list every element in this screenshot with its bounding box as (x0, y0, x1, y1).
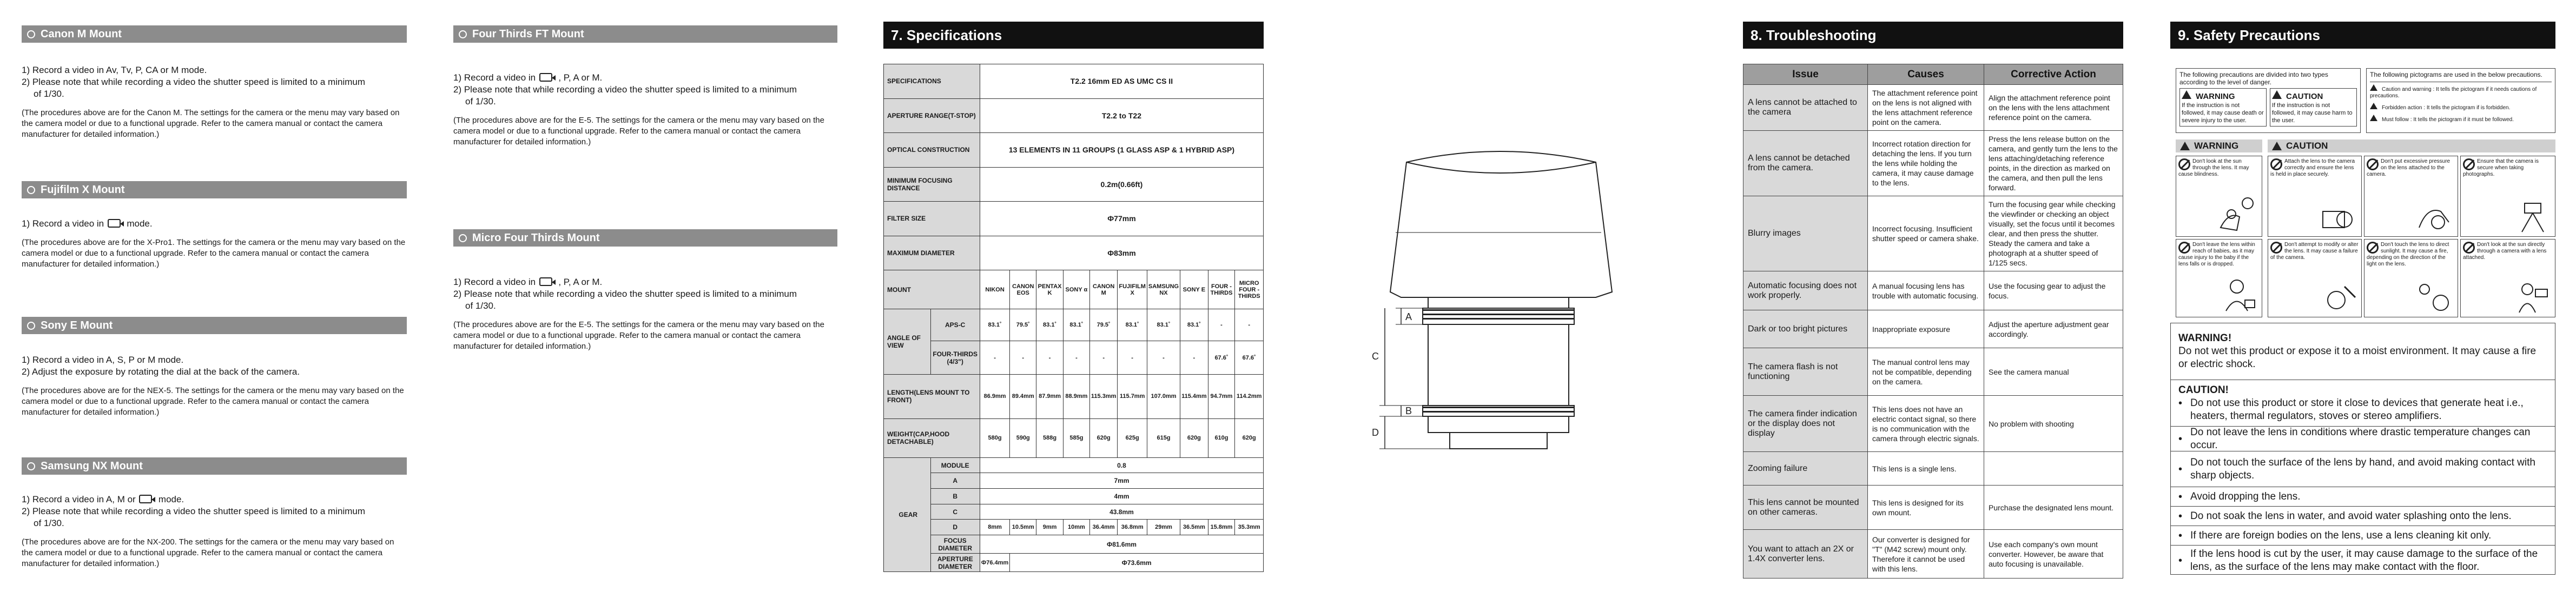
cause-cell: A manual focusing lens has trouble with automatic focusing. (1868, 271, 1984, 310)
mount-title: Four Thirds FT Mount (472, 28, 584, 40)
canon-m-mount-body (22, 64, 407, 140)
gear-row (884, 504, 1264, 520)
picto-def: Must follow : It tells the pictogram if it must be followed. (2370, 115, 2552, 123)
angle-ft-row (884, 341, 1264, 375)
spec-cell: 83.1˚ (1180, 309, 1208, 341)
spec-cell: 620g (1089, 418, 1117, 457)
spec-cell: - (980, 341, 1009, 375)
forbidden-icon (2370, 103, 2377, 109)
list-item: • Do not leave the lens in conditions where drastic temperature changes can occur. (2171, 426, 2555, 451)
mount-header-row (884, 270, 1264, 309)
list-title: WARNING! (2178, 333, 2232, 344)
spec-cell: - (1235, 309, 1264, 341)
canon-m-mount-header (22, 25, 407, 43)
caution-definition: CAUTION If the instruction is not followed, it may cause harm to the user. (2270, 88, 2357, 127)
spec-label: GEAR (884, 457, 931, 571)
table-row (1743, 452, 2123, 486)
spec-row (884, 167, 1264, 202)
person-camera-illustration (2514, 281, 2552, 314)
caution-item: Ensure that the camera is secure when taking photographs. (2460, 156, 2555, 237)
caution-title: CAUTION (2272, 90, 2355, 101)
table-row (1743, 310, 2123, 348)
table-row (1743, 396, 2123, 452)
issue-cell: A lens cannot be attached to the camera (1743, 85, 1868, 131)
spec-value: T2.2 to T22 (980, 98, 1263, 133)
spec-cell: 83.1˚ (1118, 309, 1147, 341)
spec-cell: 36.5mm (1180, 520, 1208, 535)
step: 2) Please note that while recording a video the shutter speed is limited to a minimum (453, 289, 797, 299)
spec-cell: 115.4mm (1180, 374, 1208, 418)
fix-cell: Use the focusing gear to adjust the focus. (1984, 271, 2123, 310)
spec-value: 7mm (980, 473, 1263, 489)
sony-e-mount-body (22, 354, 407, 418)
caution-item: Don't look at the sun directly through a camera with a lens attached. (2460, 239, 2555, 317)
table-row (1743, 131, 2123, 196)
fix-cell: No problem with shooting (1984, 396, 2123, 452)
warning-title: WARNING (2182, 90, 2264, 101)
column-header: Corrective Action (1984, 64, 2123, 85)
spec-cell: 89.4mm (1010, 374, 1036, 418)
spec-cell: 79.5˚ (1010, 309, 1036, 341)
spec-cell: 36.8mm (1118, 520, 1147, 535)
must-follow-icon (2370, 115, 2377, 121)
spec-label: OPTICAL CONSTRUCTION (884, 133, 980, 168)
spec-cell: 35.3mm (1235, 520, 1264, 535)
spec-cell: 107.0mm (1147, 374, 1180, 418)
spec-cell: 585g (1063, 418, 1089, 457)
caution-bar: CAUTION (2268, 139, 2555, 152)
procedure-note: (The procedures above are for the X-Pro1. The settings for the camera or the menu may vary based on the camera model or due to a functional upgrade. Refer to the camera manual or contact the camera manufacturer for detailed information.) (22, 238, 406, 269)
spec-value: 4mm (980, 489, 1263, 504)
circle-icon (27, 462, 35, 470)
spec-value: Ф77mm (980, 202, 1263, 236)
circle-icon (459, 30, 467, 38)
lens-hood-rim (1406, 162, 1596, 173)
caution-item: Attach the lens to the camera correctly and ensure the lens is held in place securely. (2268, 156, 2362, 237)
spec-cell: - (1036, 341, 1064, 375)
issue-cell: The camera finder indication or the display does not display (1743, 396, 1868, 452)
warning-triangle-icon (2182, 90, 2191, 99)
procedure-note: (The procedures above are for the Canon M. The settings for the camera or the menu may vary based on the camera model or due to a functional upgrade. Refer to the camera manual or contact the camera manufacturer for detailed information.) (22, 108, 400, 139)
gear-d-row (884, 520, 1264, 535)
step: of 1/30. (465, 96, 496, 107)
must-follow-icon (2463, 158, 2475, 170)
procedure-note: (The procedures above are for the NX-200. The settings for the camera or the menu may vary based on the camera model or due to a functional upgrade. Refer to the camera manual or contact the camera manufacturer for detailed information.) (22, 537, 394, 568)
spec-cell: 115.3mm (1089, 374, 1117, 418)
list-item: • Do not use this product or store it close to devices that generate heat i.e., heaters, thermal regulators, stoves or stereo amplifiers. (2178, 397, 2524, 422)
fix-cell: Purchase the designated lens mount. (1984, 486, 2123, 530)
fujifilm-x-mount-header (22, 181, 407, 198)
mount-name: PENTAX K (1036, 270, 1064, 309)
cause-cell: Incorrect focusing. Insufficient shutter speed or camera shake. (1868, 196, 1984, 271)
forbidden-icon (2270, 242, 2282, 254)
spec-sublabel: FOCUS DIAMETER (930, 535, 980, 554)
cause-cell: This lens is a single lens. (1868, 452, 1984, 486)
cause-cell: Incorrect rotation direction for detaching the lens. If you turn the lens while holding the camera, it may cause damage to the lens. (1868, 131, 1984, 196)
spec-sublabel: D (930, 520, 980, 535)
issue-cell: A lens cannot be detached from the camera. (1743, 131, 1868, 196)
pictogram-legend-box (2366, 68, 2555, 133)
step: 1) Record a video in , P, A or M. (453, 72, 603, 83)
circle-icon (459, 234, 467, 242)
tripod-illustration (2514, 201, 2552, 233)
procedure-note: (The procedures above are for the E-5. The settings for the camera or the menu may vary based on the camera model or due to a functional upgrade. Refer to the camera manual or contact the camera manufacturer for detailed information.) (453, 320, 824, 351)
warning-block (2171, 323, 2555, 380)
sun-lens-illustration (2215, 195, 2258, 233)
fix-cell: Use each company's own mount converter. However, be aware that auto focusing is unavailable. (1984, 530, 2123, 579)
caution-triangle-icon (2272, 142, 2282, 150)
list-item: • Avoid dropping the lens. (2171, 487, 2555, 506)
mount-title: Canon M Mount (41, 28, 122, 40)
spec-cell: 615g (1147, 418, 1180, 457)
fix-cell: Adjust the aperture adjustment gear accordingly. (1984, 310, 2123, 348)
fix-cell: Align the attachment reference point on the lens with the lens attachment reference point on the camera. (1984, 85, 2123, 131)
spec-label: WEIGHT(CAP,HOOD DETACHABLE) (884, 418, 980, 457)
spec-cell: 9mm (1036, 520, 1064, 535)
mount-title: Micro Four Thirds Mount (472, 231, 600, 244)
spec-label: SPECIFICATIONS (884, 64, 980, 99)
movie-mode-icon (139, 495, 152, 503)
spec-sublabel: APS-C (930, 309, 980, 341)
spec-row (884, 236, 1264, 270)
spec-sublabel: B (930, 489, 980, 504)
issue-cell: Zooming failure (1743, 452, 1868, 486)
dim-label-b: B (1405, 405, 1412, 416)
spec-cell: 590g (1010, 418, 1036, 457)
mount-title: Fujifilm X Mount (41, 183, 125, 196)
table-row (1743, 530, 2123, 579)
spec-cell: 610g (1208, 418, 1235, 457)
baby-illustration (2215, 276, 2258, 314)
warning-bar: WARNING (2176, 139, 2262, 152)
focus-diameter-row (884, 535, 1264, 554)
caution-item: Don't touch the lens to direct sunlight. It may cause a fire, depending on the direction of the light on the lens. (2364, 239, 2458, 317)
precautions-list (2170, 323, 2555, 575)
cause-cell: Our converter is designed for "T" (M42 screw) mount only. Therefore it cannot be used with this lens. (1868, 530, 1984, 579)
spec-row (884, 133, 1264, 168)
weight-row (884, 418, 1264, 457)
step: 1) Record a video in Av, Tv, P, CA or M mode. (22, 65, 207, 75)
micro-four-thirds-mount-header (453, 229, 837, 247)
mount-name: FUJIFILM X (1118, 270, 1147, 309)
spec-cell: 115.7mm (1118, 374, 1147, 418)
fix-cell: Turn the focusing gear while checking the viewfinder or checking an object visually, set the focus until it becomes clear, and then press the shutter. Steady the camera and take a photograph at a shutter speed of 1/125 secs. (1984, 196, 2123, 271)
caution-triangle-icon (2272, 90, 2282, 99)
spec-cell: 88.9mm (1063, 374, 1089, 418)
forbidden-icon (2463, 242, 2475, 254)
aperture-diameter-row (884, 554, 1264, 572)
forbidden-icon (2367, 158, 2379, 170)
cause-cell: The attachment reference point on the lens is not aligned with the lens attachment reference point on the camera. (1868, 85, 1984, 131)
caution-item: Don't attempt to modify or alter the lens. It may cause a failure of the camera. (2268, 239, 2362, 317)
spec-row (884, 202, 1264, 236)
spec-sublabel: C (930, 504, 980, 520)
caution-block (2171, 380, 2555, 426)
mount-title: Sony E Mount (41, 319, 113, 331)
lens-drawing (1342, 135, 1666, 503)
list-item: • Do not soak the lens in water, and avoid water splashing onto the lens. (2171, 506, 2555, 526)
gear-row (884, 473, 1264, 489)
spec-cell: - (1089, 341, 1117, 375)
step: 1) Record a video in A, M or mode. (22, 494, 184, 504)
spec-cell: 83.1˚ (980, 309, 1009, 341)
spec-label: FILTER SIZE (884, 202, 980, 236)
spec-label: LENGTH(LENS MOUNT TO FRONT) (884, 374, 980, 418)
troubleshooting-header: 8. Troubleshooting (1743, 22, 2123, 49)
spec-cell: 15.8mm (1208, 520, 1235, 535)
spec-cell: 83.1˚ (1147, 309, 1180, 341)
cause-cell: Inappropriate exposure (1868, 310, 1984, 348)
spec-cell: - (1180, 341, 1208, 375)
spec-cell: - (1147, 341, 1180, 375)
dim-label-c: C (1372, 351, 1379, 362)
spec-cell: 625g (1118, 418, 1147, 457)
mount-column-mid (453, 0, 837, 605)
column-header: Issue (1743, 64, 1868, 85)
spec-label: MOUNT (884, 270, 980, 309)
safety-header: 9. Safety Precautions (2170, 22, 2555, 49)
spec-value: 0.8 (980, 457, 1263, 473)
spec-value: T2.2 16mm ED AS UMC CS II (980, 64, 1263, 99)
spec-value: 0.2m(0.66ft) (980, 167, 1263, 202)
spec-sublabel: A (930, 473, 980, 489)
gear-row (884, 489, 1264, 504)
caution-triangle-icon (2370, 84, 2377, 91)
spec-sublabel: MODULE (930, 457, 980, 473)
table-row (1743, 271, 2123, 310)
warning-item-sun: Don't look at the sun through the lens. It may cause blindness. (2176, 156, 2262, 237)
spec-cell: 94.7mm (1208, 374, 1235, 418)
spec-cell: - (1118, 341, 1147, 375)
step: 1) Record a video in A, S, P or M mode. (22, 355, 184, 365)
mount-name: CANON M (1089, 270, 1117, 309)
spec-cell: 86.9mm (980, 374, 1009, 418)
mount-name: FOUR -THIRDS (1208, 270, 1235, 309)
step: 2) Please note that while recording a video the shutter speed is limited to a minimum (22, 506, 365, 516)
spec-cell: 620g (1180, 418, 1208, 457)
spec-label: ANGLE OF VIEW (884, 309, 931, 375)
must-follow-icon (2270, 158, 2282, 170)
mount-title: Samsung NX Mount (41, 460, 143, 472)
spec-cell: - (1010, 341, 1036, 375)
samsung-nx-mount-header (22, 457, 407, 475)
intro-text: The following precautions are divided into two types according to the level of danger. (2179, 71, 2328, 86)
step: 2) Please note that while recording a video the shutter speed is limited to a minimum (22, 77, 365, 87)
caution-item: Don't put excessive pressure on the lens attached to the camera. (2364, 156, 2458, 237)
procedure-note: (The procedures above are for the E-5. The settings for the camera or the menu may vary based on the camera model or due to a functional upgrade. Refer to the camera manual or contact the camera manufacturer for detailed information.) (453, 116, 824, 147)
table-row (1743, 348, 2123, 396)
column-header: Causes (1868, 64, 1984, 85)
length-row (884, 374, 1264, 418)
troubleshooting-table (1743, 64, 2123, 579)
four-thirds-mount-body (453, 72, 837, 148)
procedure-note: (The procedures above are for the NEX-5. The settings for the camera or the menu may vary based on the camera model or due to a functional upgrade. Refer to the camera manual or contact the camera manufacturer for detailed information.) (22, 386, 404, 417)
sunlight-illustration (2416, 281, 2454, 314)
step: 2) Adjust the exposure by rotating the dial at the back of the camera. (22, 367, 300, 377)
mount-name: SONY E (1180, 270, 1208, 309)
spec-cell: 588g (1036, 418, 1064, 457)
issue-cell: Blurry images (1743, 196, 1868, 271)
circle-icon (27, 186, 35, 194)
table-row (1743, 486, 2123, 530)
issue-cell: Automatic focusing does not work properly. (1743, 271, 1868, 310)
spec-cell: 620g (1235, 418, 1264, 457)
spec-cell: 580g (980, 418, 1009, 457)
table-header-row (1743, 64, 2123, 85)
hand-lens-illustration (2416, 201, 2454, 233)
spec-cell: 67.6˚ (1208, 341, 1235, 375)
mount-name: SAMSUNG NX (1147, 270, 1180, 309)
lens-diagram (1342, 135, 1666, 503)
micro-four-thirds-mount-body (453, 276, 837, 352)
spec-value: Ф73.6mm (1010, 554, 1264, 572)
step: 1) Record a video in , P, A or M. (453, 277, 603, 287)
four-thirds-mount-header (453, 25, 837, 43)
movie-mode-icon (539, 277, 552, 286)
spec-value: Ф81.6mm (980, 535, 1263, 554)
spec-cell: 29mm (1147, 520, 1180, 535)
mount-name: NIKON (980, 270, 1009, 309)
picto-def: Caution and warning : It tells the pictogram if it needs cautions of precautions. (2370, 84, 2552, 99)
dim-label-d: D (1372, 427, 1379, 438)
movie-mode-icon (539, 73, 552, 82)
spec-row (884, 64, 1264, 99)
spec-label: MAXIMUM DIAMETER (884, 236, 980, 270)
movie-mode-icon (108, 219, 121, 228)
spec-cell: 83.1˚ (1036, 309, 1064, 341)
spec-cell: 10.5mm (1010, 520, 1036, 535)
spec-cell: 83.1˚ (1063, 309, 1089, 341)
warning-triangle-icon (2180, 142, 2190, 150)
step: of 1/30. (465, 301, 496, 311)
list-item: • If there are foreign bodies on the lens, use a lens cleaning kit only. (2171, 526, 2555, 545)
mount-name: SONY α (1063, 270, 1089, 309)
fix-cell: Press the lens release button on the camera, and gently turn the lens to the lens attaching/detaching reference points, in the direction as marked on the camera, and then pull the lens forward. (1984, 131, 2123, 196)
spec-label: MINIMUM FOCUSING DISTANCE (884, 167, 980, 202)
fujifilm-x-mount-body (22, 218, 407, 270)
list-text: Do not wet this product or expose it to a moist environment. It may cause a fire or electric shock. (2178, 345, 2537, 370)
table-row (1743, 196, 2123, 271)
circle-icon (27, 322, 35, 330)
spec-cell: - (1208, 309, 1235, 341)
angle-apsc-row (884, 309, 1264, 341)
dim-label-a: A (1405, 311, 1412, 322)
warning-item-babies: Don't leave the lens within reach of babies, as it may cause injury to the baby if the lens falls or is dropped. (2176, 239, 2262, 317)
forbidden-icon (2367, 242, 2379, 254)
spec-cell: 10mm (1063, 520, 1089, 535)
intro-text: The following pictograms are used in the below precautions. (2370, 71, 2542, 78)
danger-level-box (2176, 68, 2361, 133)
mount-name: MICRO FOUR -THIRDS (1235, 270, 1264, 309)
picto-def: Forbidden action : It tells the pictogram if is forbidden. (2370, 103, 2552, 111)
issue-cell: The camera flash is not functioning (1743, 348, 1868, 396)
samsung-nx-mount-body (22, 494, 407, 569)
issue-cell: You want to attach an 2X or 1.4X converter lens. (1743, 530, 1868, 579)
specifications-header: 7. Specifications (883, 22, 1264, 49)
step: of 1/30. (34, 89, 64, 99)
sony-e-mount-header (22, 317, 407, 334)
fix-cell (1984, 452, 2123, 486)
step: of 1/30. (34, 518, 64, 528)
list-title: CAUTION! (2178, 384, 2229, 396)
spec-cell: 67.6˚ (1235, 341, 1264, 375)
disassembly-illustration (2320, 281, 2358, 314)
list-item: • Do not touch the surface of the lens by hand, and avoid making contact with sharp objects. (2171, 451, 2555, 487)
spec-cell: 36.4mm (1089, 520, 1117, 535)
spec-cell: 114.2mm (1235, 374, 1264, 418)
spec-cell: 79.5˚ (1089, 309, 1117, 341)
warning-definition: WARNING If the instruction is not followed, it may cause death or severe injury to the user. (2179, 88, 2267, 127)
cause-cell: This lens is designed for its own mount. (1868, 486, 1984, 530)
fix-cell: See the camera manual (1984, 348, 2123, 396)
spec-row (884, 98, 1264, 133)
spec-value: 13 ELEMENTS IN 11 GROUPS (1 GLASS ASP & 1 HYBRID ASP) (980, 133, 1263, 168)
mount-name: CANON EOS (1010, 270, 1036, 309)
step: 2) Please note that while recording a video the shutter speed is limited to a minimum (453, 84, 797, 95)
spec-sublabel: APERTURE DIAMETER (930, 554, 980, 572)
specifications-table (883, 64, 1264, 572)
cause-cell: This lens does not have an electric contact signal, so there is no communication with the camera through electric signals. (1868, 396, 1984, 452)
issue-cell: This lens cannot be mounted on other cameras. (1743, 486, 1868, 530)
spec-cell: - (1063, 341, 1089, 375)
camera-lens-illustration (2320, 201, 2358, 233)
list-item: • If the lens hood is cut by the user, it may cause damage to the surface of the lens, as the surface of the lens may make contact with the floor. (2171, 545, 2555, 575)
spec-sublabel: FOUR-THIRDS (4/3") (930, 341, 980, 375)
forbidden-icon (2178, 158, 2190, 170)
cause-cell: The manual control lens may not be compatible, depending on the camera. (1868, 348, 1984, 396)
spec-value: Ф83mm (980, 236, 1263, 270)
circle-icon (27, 30, 35, 38)
issue-cell: Dark or too bright pictures (1743, 310, 1868, 348)
spec-label: APERTURE RANGE(T-STOP) (884, 98, 980, 133)
spec-cell: 8mm (980, 520, 1009, 535)
table-row (1743, 85, 2123, 131)
mount-column-left (22, 0, 407, 605)
gear-row (884, 457, 1264, 473)
forbidden-icon (2178, 242, 2190, 254)
spec-value: 43.8mm (980, 504, 1263, 520)
spec-cell: 87.9mm (1036, 374, 1064, 418)
spec-cell: Ф76.4mm (980, 554, 1009, 572)
step: 1) Record a video in mode. (22, 218, 153, 229)
